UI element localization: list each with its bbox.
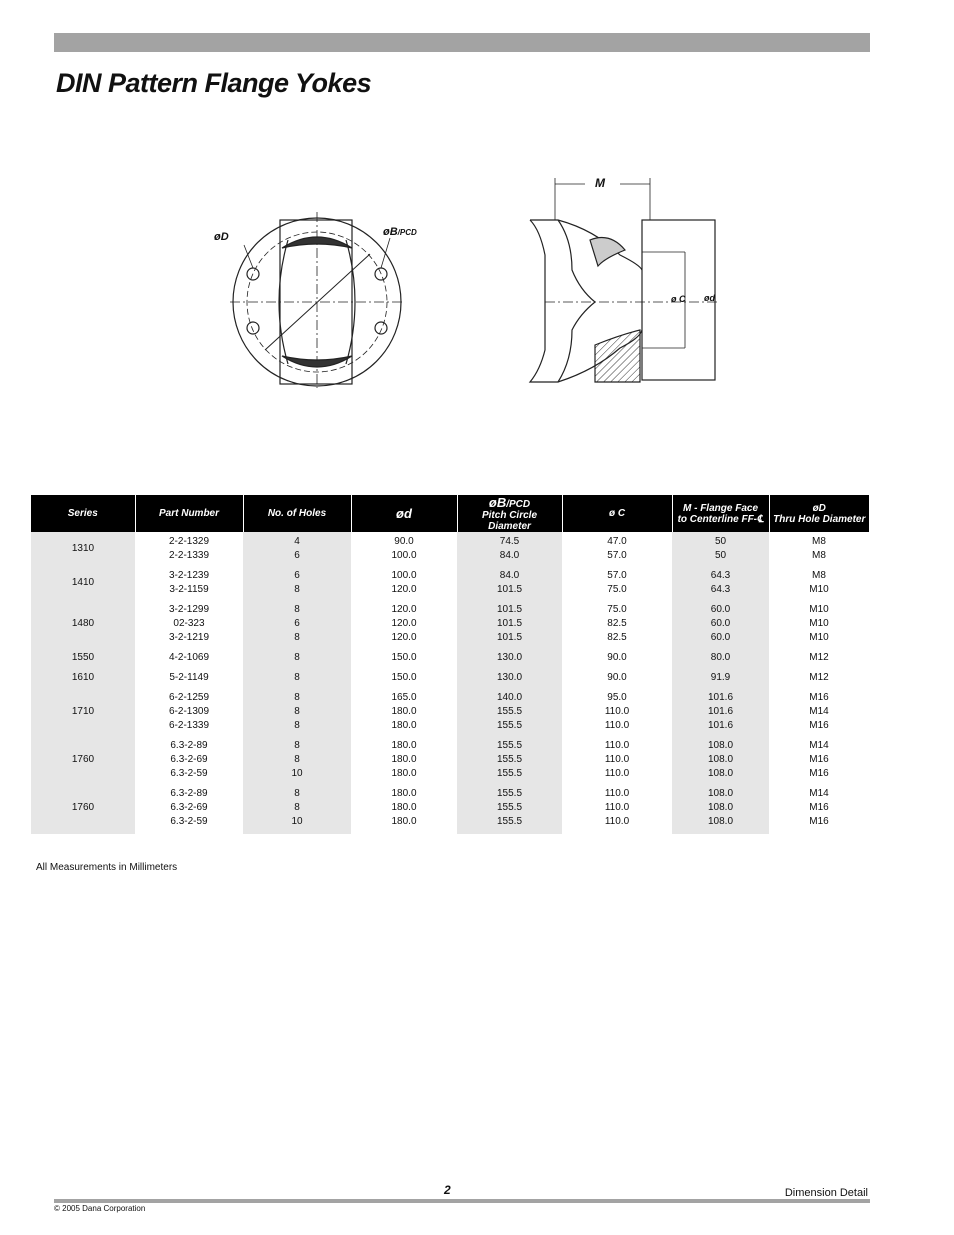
front-view [230,212,405,388]
cell-m: 80.0 [672,648,769,668]
cell-D: M10 M10 M10 [809,604,829,643]
cell-m: 60.0 60.0 60.0 [672,600,769,648]
cell-holes: 8 8 10 [243,736,351,784]
cell-D: M8 M8 [812,536,826,561]
cell-b: 155.5 155.5 155.5 [457,736,562,784]
cell-holes: 4 6 [243,532,351,566]
bottom-rule [54,1199,870,1203]
cell-b: 101.5 101.5 101.5 [457,600,562,648]
cell-d: 120.0 120.0 120.0 [391,604,417,643]
cell-D: M8 M10 [809,570,829,595]
cell-series: 1610 [31,668,135,688]
section-label: Dimension Detail [784,1187,868,1199]
table-row [31,736,869,784]
table-row [31,784,869,834]
cell-part-number: 2-2-1329 2-2-1339 [168,536,210,561]
table-header-row [31,495,869,532]
cell-b: 140.0 155.5 155.5 [457,688,562,736]
cell-c: 57.0 75.0 [607,570,627,595]
label-d: ød [704,293,715,303]
header-holes: No. of Holes [243,495,351,532]
cell-c: 47.0 57.0 [607,536,627,561]
cell-m: 108.0 108.0 108.0 [672,784,769,834]
cell-series: 1550 [31,648,135,668]
cell-d: 180.0 180.0 180.0 [391,740,417,779]
cell-D: M12 [809,652,829,663]
header-m: M - Flange Face to Centerline FF-℄ [672,495,769,532]
table-row [31,532,869,566]
cell-c: 90.0 [607,652,627,663]
header-part-number: Part Number [135,495,243,532]
cell-holes: 6 8 [243,566,351,600]
header-d: ød [351,495,457,532]
page-number: 2 [444,1183,451,1197]
cell-series: 1760 [31,736,135,784]
top-header-bar [54,33,870,52]
cell-series: 1480 [31,600,135,648]
side-view [530,178,720,382]
label-C: ø C [671,294,686,304]
cell-d: 150.0 [391,672,417,683]
cell-D: M12 [809,672,829,683]
header-c: ø C [562,495,672,532]
table-row [31,688,869,736]
flange-yoke-drawing [200,170,760,400]
spec-table [31,495,869,834]
cell-holes: 8 6 8 [243,600,351,648]
cell-d: 180.0 180.0 180.0 [391,788,417,827]
label-B: øB/PCD [383,226,417,238]
cell-b: 84.0 101.5 [457,566,562,600]
measurement-note: All Measurements in Millimeters [36,862,178,873]
cell-d: 100.0 120.0 [391,570,417,595]
table-row [31,668,869,688]
cell-series: 1710 [31,688,135,736]
table-body [31,532,869,834]
cell-holes: 8 8 10 [243,784,351,834]
cell-d: 90.0 100.0 [391,536,417,561]
cell-c: 110.0 110.0 110.0 [604,788,630,827]
header-b: øB/PCD Pitch Circle Diameter [457,495,562,532]
cell-part-number: 5-2-1149 [169,672,209,683]
cell-d: 150.0 [391,652,417,663]
cell-D: M16 M14 M16 [809,692,829,731]
table-row [31,648,869,668]
copyright: © 2005 Dana Corporation [54,1204,146,1213]
cell-part-number: 4-2-1069 [168,652,210,663]
cell-c: 110.0 110.0 110.0 [604,740,630,779]
cell-part-number: 6.3-2-89 6.3-2-69 6.3-2-59 [170,740,208,779]
cell-b: 155.5 155.5 155.5 [457,784,562,834]
cell-c: 90.0 [607,672,627,683]
table-row [31,566,869,600]
label-D: øD [214,231,229,243]
cell-part-number: 3-2-1239 3-2-1159 [168,570,210,595]
cell-c: 95.0 110.0 110.0 [604,692,630,731]
cell-m: 50 50 [672,532,769,566]
cell-part-number: 6.3-2-89 6.3-2-69 6.3-2-59 [170,788,208,827]
cell-D: M14 M16 M16 [809,740,829,779]
cell-holes: 8 [243,648,351,668]
cell-D: M14 M16 M16 [809,788,829,827]
cell-c: 75.0 82.5 82.5 [607,604,627,643]
cell-b: 130.0 [457,668,562,688]
cell-part-number: 6-2-1259 6-2-1309 6-2-1339 [168,692,210,731]
cell-m: 101.6 101.6 101.6 [672,688,769,736]
cell-d: 165.0 180.0 180.0 [391,692,417,731]
cell-m: 108.0 108.0 108.0 [672,736,769,784]
cell-series: 1760 [31,784,135,834]
cell-holes: 8 [243,668,351,688]
cell-m: 91.9 [672,668,769,688]
cell-holes: 8 8 8 [243,688,351,736]
cell-series: 1410 [31,566,135,600]
cell-part-number: 3-2-1299 02-323 3-2-1219 [168,604,210,643]
table-row [31,600,869,648]
cell-series: 1310 [31,532,135,566]
cell-m: 64.3 64.3 [672,566,769,600]
header-series: Series [31,495,135,532]
header-D: øD Thru Hole Diameter [769,495,869,532]
label-M: M [595,176,605,190]
cell-b: 74.5 84.0 [457,532,562,566]
page-title: DIN Pattern Flange Yokes [56,68,372,98]
cell-b: 130.0 [457,648,562,668]
